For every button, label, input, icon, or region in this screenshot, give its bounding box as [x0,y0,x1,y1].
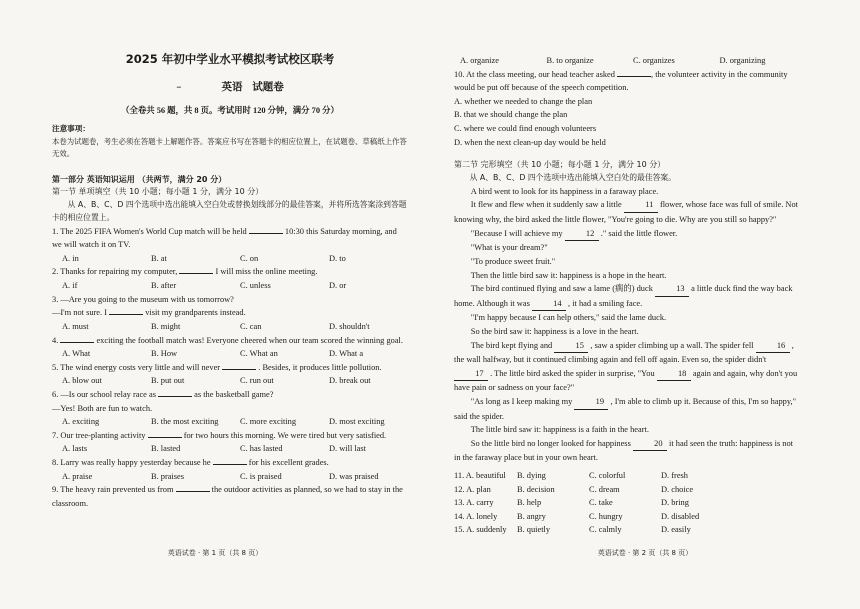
exam-title: 2025 年初中学业水平模拟考试校区联考 [125,52,335,66]
question-text: the outdoor activities as planned, so we had to stay in the classroom. [52,485,403,508]
question-4 [52,334,408,348]
options-row [52,470,408,484]
option: C. colorful [589,471,626,481]
option: A. whether we needed to change the plan [454,96,593,106]
options-row [52,347,408,361]
passage-paragraph [454,227,800,242]
option: 13. A. carry [454,498,494,508]
passage-paragraph [454,269,800,283]
numbered-blank: 20 [633,437,667,452]
passage-text: The bird kept flying and [470,340,555,350]
passage-text: "Because I will achieve my [470,228,565,238]
option: B. How [151,349,178,359]
answer-blank [213,456,247,465]
answer-blank [109,306,143,315]
option: A. must [62,321,89,331]
options-row [52,442,408,456]
option: B. the most exciting [151,417,219,427]
q10-text-rest: , the volunteer activity in the community would be put off because of the speech competition. [454,69,788,93]
passage-text: it had seen the truth: happiness is not in the faraway place but in your own heart. [454,438,793,463]
option: A. organize [460,56,499,65]
question-9 [52,483,408,510]
option: B. at [151,253,167,263]
question-3 [52,293,408,320]
option: C. is praised [240,471,282,481]
options-row [52,374,408,388]
question-10 [454,68,800,95]
passage-text: So the little bird no longer looked for happiness [470,438,633,448]
numbered-blank: 11 [624,198,658,213]
option: D. disabled [661,511,700,521]
question-text: exciting the football match was! Everyone cheered when our team scored the winning goal. [94,335,403,345]
section-one-instructions: 从 A、B、C、D 四个选项中选出能填入空白处或替换划线部分的最佳答案，并将所选答案涂到答题卡的相应位置上。 [52,200,407,223]
q10-text: 10. At the class meeting, our head teacher asked [454,69,615,79]
question-text: . Besides, it produces little pollution. [256,362,382,372]
option: C. has lasted [240,444,283,454]
question-text: I will miss the online meeting. [213,267,318,277]
option: 11. A. beautiful [454,471,506,481]
option: C. calmly [589,525,622,535]
passage-text: a little duck find the way back home. Although it was [454,284,793,308]
question-text: 10:30 this Saturday morning, and we will watch it on TV. [52,226,397,250]
option: D. bring [661,498,689,508]
question-text: 6. —Is our school relay race as [52,389,159,399]
question-text: for two hours this morning. We were tired but very satisfied. [181,430,387,440]
option: B. lasted [151,444,181,454]
answer-blank [158,388,192,397]
notes-heading: 注意事项： [52,124,90,134]
passage-text: again and again, why don't you have pain or sadness on your face?" [454,368,798,393]
question-text: as the basketball game? [192,389,274,399]
passage-paragraph [454,198,800,226]
numbered-blank: 19 [574,395,608,410]
answer-blank [617,68,651,77]
cloze-passage [454,185,800,465]
option: 15. A. suddenly [454,525,507,535]
subtitle-dash: – [176,80,182,93]
option: D. was praised [329,471,379,481]
numbered-blank: 12 [565,227,599,242]
numbered-blank: 14 [532,297,566,312]
passage-paragraph [454,185,800,199]
part-one-heading: 第一部分 英语知识运用 （共两节，满分 20 分） [52,174,227,184]
answer-blank [176,483,210,492]
option: B. dying [517,471,546,481]
option: C. organizes [633,56,675,65]
page-footer-right: 英语试卷 · 第 2 页（共 8 页） [597,548,693,557]
option: D. What a [329,349,364,359]
question-text: —I'm not sure. I [52,308,110,318]
option: B. to organize [546,56,594,65]
question-text: 9. The heavy rain prevented us from [52,485,176,495]
option: D. or [329,281,347,291]
question-6 [52,388,408,415]
option: C. on [240,253,259,263]
passage-paragraph [454,241,800,255]
answer-blank [60,334,94,343]
question-text: 2. Thanks for repairing my computer, [52,267,180,277]
exam-subtitle [52,79,408,96]
question-text: for his excellent grades. [246,458,329,468]
notes-text: 本卷为试题卷，考生必须在答题卡上解题作答。答案应书写在答题卡的相应位置上，在试题卷、草稿纸上作答无效。 [52,136,407,158]
passage-paragraph [454,437,800,465]
options-row [52,252,408,266]
numbered-blank: 18 [657,367,691,382]
q9-options [454,54,800,68]
cloze-option-row [454,510,800,524]
passage-text: A bird went to look for its happiness in a faraway place. [470,186,659,196]
option: B. praises [151,471,185,481]
option: C. unless [240,281,271,291]
option: B. quietly [517,525,551,535]
passage-text: So the bird saw it: happiness is a love in the heart. [470,326,639,336]
option: 14. A. lonely [454,511,498,521]
option: B. help [517,498,542,508]
cloze-option-row [454,523,800,537]
option: C. where we could find enough volunteers [454,124,597,134]
option: D. to [329,253,346,263]
option: B. after [151,281,177,291]
passage-paragraph [454,282,800,311]
question-text: 5. The wind energy costs very little and will never [52,362,223,372]
cloze-option-row [454,496,800,510]
option: B. might [151,321,181,331]
option: D. when the next clean-up day would be held [454,137,606,147]
option: C. dream [589,484,620,494]
numbered-blank: 13 [655,282,689,297]
exam-meta: （全卷共 56 题，共 8 页。考试用时 120 分钟，满分 70 分） [121,105,339,115]
passage-text: It flew and flew when it suddenly saw a little [470,200,624,210]
answer-blank [222,361,256,370]
option: A. exciting [62,417,100,427]
section-two-instructions: 从 A、B、C、D 四个选项中选出能填入空白处的最佳答案。 [469,173,677,183]
option: B. put out [151,376,185,386]
passage-text: "I'm happy because I can help others," said the lame duck. [470,313,667,323]
option: A. if [62,281,78,291]
options-row [52,279,408,293]
option: A. praise [62,471,93,481]
passage-text: The little bird saw it: happiness is a faith in the heart. [470,425,649,435]
passage-text: , I'm able to climb up it. Because of this, I'm so happy," said the spider. [454,396,797,421]
question-8 [52,456,408,470]
numbered-blank: 17 [454,367,488,382]
option: C. more exciting [240,417,297,427]
answer-blank [249,225,283,234]
option: D. choice [661,484,694,494]
option: 12. A. plan [454,484,491,494]
passage-text: "What is your dream?" [470,243,548,253]
subtitle-text: 英语 试题卷 [221,80,284,93]
option: D. easily [661,525,691,535]
question-text: 8. Larry was really happy yesterday because he [52,458,213,468]
passage-paragraph [454,339,800,395]
option: D. organizing [719,56,766,65]
passage-text: "To produce sweet fruit." [470,256,556,266]
passage-text: , the wall halfway, but it continued climbing again and fell off again. Even so, the spider didn't [454,340,794,365]
option: D. will last [329,444,366,454]
exam-page-right [430,0,860,609]
option: B. decision [517,484,555,494]
passage-text: , it had a smiling face. [565,298,643,308]
answer-blank [179,265,213,274]
passage-text: flower, whose face was full of smile. Not knowing why, the bird asked the little flower, "You're going to die. Why are you still so happy?" [454,200,798,225]
question-text: 3. —Are you going to the museum with us tomorrow? [52,294,234,304]
option: A. What [62,349,91,359]
question-text: 1. The 2025 FIFA Women's World Cup match will be held [52,226,249,236]
cloze-option-row [454,469,800,483]
question-2 [52,265,408,279]
option: D. most exciting [329,417,385,427]
option: C. What an [240,349,278,359]
passage-text: Then the little bird saw it: happiness is a hope in the heart. [470,270,667,280]
passage-text: ." said the little flower. [598,228,678,238]
passage-text: . The little bird asked the spider in surprise, "You [488,368,657,378]
option: C. run out [240,376,274,386]
option: A. in [62,253,79,263]
numbered-blank: 15 [554,339,588,354]
section-two-heading: 第二节 完形填空（共 10 小题；每小题 1 分，满分 10 分） [454,160,666,170]
option: C. can [240,321,262,331]
option: D. break out [329,376,371,386]
cloze-options [454,469,800,537]
passage-paragraph [454,423,800,437]
numbered-blank: 16 [756,339,790,354]
section-one-heading: 第一节 单项填空（共 10 小题；每小题 1 分，满分 10 分） [52,187,264,197]
option: D. fresh [661,471,688,481]
page-footer: 英语试卷 · 第 1 页（共 8 页） [167,548,263,557]
option: D. shouldn't [329,321,370,331]
passage-paragraph [454,325,800,339]
passage-paragraph [454,395,800,423]
option: C. take [589,498,613,508]
cloze-option-row [454,483,800,497]
question-text: visit my grandparents instead. [143,308,246,318]
question-1 [52,225,408,252]
passage-paragraph [454,311,800,325]
option: A. blow out [62,376,102,386]
passage-text: , saw a spider climbing up a wall. The spider fell [588,340,756,350]
passage-text: "As long as I keep making my [470,396,575,406]
passage-paragraph [454,255,800,269]
question-text: 7. Our tree-planting activity [52,430,148,440]
answer-blank [148,429,182,438]
option: B. that we should change the plan [454,110,568,120]
question-7 [52,429,408,443]
question-list [52,225,408,511]
passage-text: The bird continued flying and saw a lame (瘸的) duck [470,284,655,294]
question-text: —Yes! Both are fun to watch. [52,403,153,413]
option: B. angry [517,511,546,521]
option: A. lasts [62,444,88,454]
question-text: 4. [52,335,61,345]
option: C. hungry [589,511,623,521]
question-5 [52,361,408,375]
q10-options [454,95,800,149]
options-row [52,415,408,429]
options-row [52,320,408,334]
